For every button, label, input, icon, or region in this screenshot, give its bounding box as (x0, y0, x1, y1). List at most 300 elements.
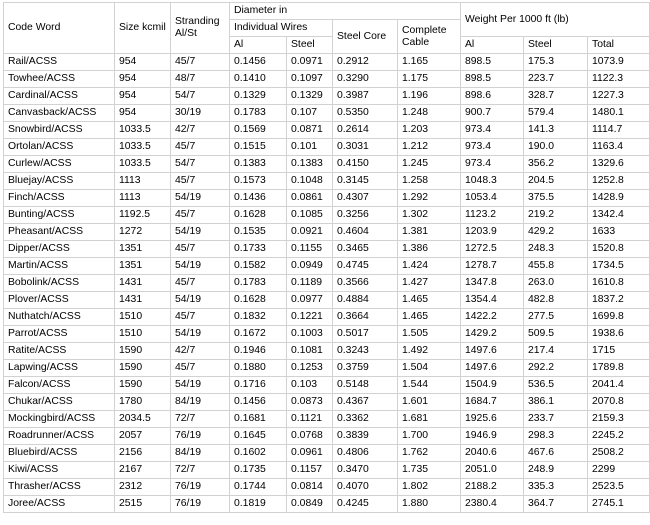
table-row (4, 496, 650, 513)
complete-cable-cell: 1.248 (398, 105, 461, 122)
size-cell: 1033.5 (115, 156, 171, 173)
weight-total-cell: 1520.8 (588, 241, 650, 258)
stranding-cell: 45/7 (171, 173, 230, 190)
weight-total-cell: 1227.3 (588, 88, 650, 105)
diameter-al-cell: 0.1681 (230, 411, 287, 428)
size-cell: 1351 (115, 241, 171, 258)
steel-core-cell: 0.3031 (333, 139, 398, 156)
weight-steel-cell: 364.7 (524, 496, 588, 513)
weight-al-cell: 1497.6 (461, 343, 524, 360)
weight-al-cell: 898.5 (461, 54, 524, 71)
header-diameter-al: Al (230, 37, 287, 54)
complete-cable-cell: 1.681 (398, 411, 461, 428)
complete-cable-cell: 1.601 (398, 394, 461, 411)
weight-total-cell: 2745.1 (588, 496, 650, 513)
steel-core-cell: 0.3290 (333, 71, 398, 88)
weight-steel-cell: 141.3 (524, 122, 588, 139)
diameter-steel-cell: 0.1383 (287, 156, 333, 173)
header-size: Size kcmil (115, 3, 171, 54)
size-cell: 1033.5 (115, 139, 171, 156)
weight-al-cell: 1354.4 (461, 292, 524, 309)
stranding-cell: 76/19 (171, 496, 230, 513)
complete-cable-cell: 1.381 (398, 224, 461, 241)
complete-cable-cell: 1.465 (398, 292, 461, 309)
weight-total-cell: 2299 (588, 462, 650, 479)
weight-al-cell: 973.4 (461, 122, 524, 139)
weight-steel-cell: 375.5 (524, 190, 588, 207)
weight-steel-cell: 292.2 (524, 360, 588, 377)
steel-core-cell: 0.3145 (333, 173, 398, 190)
table-row (4, 326, 650, 343)
size-cell: 1590 (115, 360, 171, 377)
weight-al-cell: 1497.6 (461, 360, 524, 377)
weight-steel-cell: 579.4 (524, 105, 588, 122)
weight-total-cell: 1163.4 (588, 139, 650, 156)
weight-al-cell: 1946.9 (461, 428, 524, 445)
diameter-al-cell: 0.1628 (230, 292, 287, 309)
table-row (4, 88, 650, 105)
stranding-cell: 54/19 (171, 326, 230, 343)
weight-steel-cell: 328.7 (524, 88, 588, 105)
code-word-cell: Lapwing/ACSS (4, 360, 115, 377)
diameter-al-cell: 0.1456 (230, 54, 287, 71)
complete-cable-cell: 1.735 (398, 462, 461, 479)
weight-steel-cell: 248.9 (524, 462, 588, 479)
diameter-steel-cell: 0.1085 (287, 207, 333, 224)
diameter-steel-cell: 0.1253 (287, 360, 333, 377)
code-word-cell: Nuthatch/ACSS (4, 309, 115, 326)
stranding-cell: 45/7 (171, 275, 230, 292)
header-weight-total: Total (588, 37, 650, 54)
stranding-cell: 42/7 (171, 343, 230, 360)
steel-core-cell: 0.4307 (333, 190, 398, 207)
weight-steel-cell: 175.3 (524, 54, 588, 71)
stranding-cell: 54/19 (171, 224, 230, 241)
table-row (4, 292, 650, 309)
code-word-cell: Parrot/ACSS (4, 326, 115, 343)
weight-total-cell: 2523.5 (588, 479, 650, 496)
steel-core-cell: 0.3470 (333, 462, 398, 479)
steel-core-cell: 0.3664 (333, 309, 398, 326)
weight-al-cell: 1048.3 (461, 173, 524, 190)
diameter-al-cell: 0.1569 (230, 122, 287, 139)
code-word-cell: Martin/ACSS (4, 258, 115, 275)
table-row (4, 309, 650, 326)
weight-steel-cell: 204.5 (524, 173, 588, 190)
complete-cable-cell: 1.465 (398, 309, 461, 326)
steel-core-cell: 0.5148 (333, 377, 398, 394)
weight-steel-cell: 482.8 (524, 292, 588, 309)
size-cell: 1113 (115, 190, 171, 207)
size-cell: 1510 (115, 326, 171, 343)
weight-total-cell: 2041.4 (588, 377, 650, 394)
table-row (4, 479, 650, 496)
table-container (3, 2, 650, 513)
weight-total-cell: 1122.3 (588, 71, 650, 88)
diameter-steel-cell: 0.0871 (287, 122, 333, 139)
steel-core-cell: 0.5017 (333, 326, 398, 343)
weight-al-cell: 1504.9 (461, 377, 524, 394)
weight-total-cell: 1734.5 (588, 258, 650, 275)
steel-core-cell: 0.4604 (333, 224, 398, 241)
table-row (4, 428, 650, 445)
weight-total-cell: 2159.3 (588, 411, 650, 428)
steel-core-cell: 0.3243 (333, 343, 398, 360)
size-cell: 1590 (115, 343, 171, 360)
weight-total-cell: 1480.1 (588, 105, 650, 122)
steel-core-cell: 0.4367 (333, 394, 398, 411)
complete-cable-cell: 1.165 (398, 54, 461, 71)
stranding-cell: 76/19 (171, 428, 230, 445)
diameter-steel-cell: 0.0977 (287, 292, 333, 309)
weight-steel-cell: 356.2 (524, 156, 588, 173)
steel-core-cell: 0.3465 (333, 241, 398, 258)
stranding-cell: 72/7 (171, 411, 230, 428)
diameter-al-cell: 0.1672 (230, 326, 287, 343)
stranding-cell: 54/7 (171, 156, 230, 173)
code-word-cell: Curlew/ACSS (4, 156, 115, 173)
complete-cable-cell: 1.505 (398, 326, 461, 343)
code-word-cell: Dipper/ACSS (4, 241, 115, 258)
table-row (4, 445, 650, 462)
diameter-al-cell: 0.1383 (230, 156, 287, 173)
header-complete-cable: Complete Cable (398, 20, 461, 54)
table-row (4, 394, 650, 411)
weight-al-cell: 898.6 (461, 88, 524, 105)
size-cell: 1192.5 (115, 207, 171, 224)
diameter-al-cell: 0.1783 (230, 105, 287, 122)
weight-al-cell: 1123.2 (461, 207, 524, 224)
code-word-cell: Kiwi/ACSS (4, 462, 115, 479)
diameter-steel-cell: 0.103 (287, 377, 333, 394)
size-cell: 1272 (115, 224, 171, 241)
complete-cable-cell: 1.700 (398, 428, 461, 445)
weight-steel-cell: 248.3 (524, 241, 588, 258)
weight-al-cell: 1422.2 (461, 309, 524, 326)
complete-cable-cell: 1.427 (398, 275, 461, 292)
table-header (4, 3, 650, 54)
weight-steel-cell: 335.3 (524, 479, 588, 496)
weight-al-cell: 898.5 (461, 71, 524, 88)
size-cell: 1431 (115, 275, 171, 292)
weight-total-cell: 1428.9 (588, 190, 650, 207)
weight-total-cell: 1633 (588, 224, 650, 241)
table-body (4, 54, 650, 513)
diameter-steel-cell: 0.1097 (287, 71, 333, 88)
stranding-cell: 54/19 (171, 377, 230, 394)
steel-core-cell: 0.4150 (333, 156, 398, 173)
steel-core-cell: 0.3566 (333, 275, 398, 292)
weight-al-cell: 2188.2 (461, 479, 524, 496)
weight-steel-cell: 509.5 (524, 326, 588, 343)
diameter-steel-cell: 0.1155 (287, 241, 333, 258)
complete-cable-cell: 1.386 (398, 241, 461, 258)
complete-cable-cell: 1.504 (398, 360, 461, 377)
table-row (4, 71, 650, 88)
steel-core-cell: 0.4070 (333, 479, 398, 496)
complete-cable-cell: 1.258 (398, 173, 461, 190)
weight-steel-cell: 277.5 (524, 309, 588, 326)
size-cell: 1780 (115, 394, 171, 411)
weight-steel-cell: 429.2 (524, 224, 588, 241)
steel-core-cell: 0.3839 (333, 428, 398, 445)
size-cell: 1590 (115, 377, 171, 394)
code-word-cell: Ratite/ACSS (4, 343, 115, 360)
diameter-steel-cell: 0.0873 (287, 394, 333, 411)
diameter-al-cell: 0.1329 (230, 88, 287, 105)
weight-al-cell: 973.4 (461, 156, 524, 173)
table-row (4, 241, 650, 258)
steel-core-cell: 0.3256 (333, 207, 398, 224)
stranding-cell: 45/7 (171, 360, 230, 377)
complete-cable-cell: 1.880 (398, 496, 461, 513)
weight-al-cell: 1278.7 (461, 258, 524, 275)
size-cell: 1113 (115, 173, 171, 190)
weight-al-cell: 2380.4 (461, 496, 524, 513)
complete-cable-cell: 1.175 (398, 71, 461, 88)
weight-steel-cell: 298.3 (524, 428, 588, 445)
stranding-cell: 54/19 (171, 190, 230, 207)
weight-steel-cell: 455.8 (524, 258, 588, 275)
weight-total-cell: 1938.6 (588, 326, 650, 343)
diameter-steel-cell: 0.1003 (287, 326, 333, 343)
steel-core-cell: 0.3759 (333, 360, 398, 377)
diameter-al-cell: 0.1602 (230, 445, 287, 462)
stranding-cell: 54/19 (171, 258, 230, 275)
header-individual-wires: Individual Wires (230, 20, 333, 37)
code-word-cell: Bobolink/ACSS (4, 275, 115, 292)
table-row (4, 258, 650, 275)
complete-cable-cell: 1.203 (398, 122, 461, 139)
size-cell: 954 (115, 88, 171, 105)
steel-core-cell: 0.4245 (333, 496, 398, 513)
code-word-cell: Joree/ACSS (4, 496, 115, 513)
diameter-steel-cell: 0.0814 (287, 479, 333, 496)
header-diameter-group: Diameter in (230, 3, 461, 20)
weight-al-cell: 1925.6 (461, 411, 524, 428)
stranding-cell: 72/7 (171, 462, 230, 479)
table-row (4, 224, 650, 241)
table-row (4, 105, 650, 122)
complete-cable-cell: 1.245 (398, 156, 461, 173)
stranding-cell: 84/19 (171, 394, 230, 411)
table-row (4, 122, 650, 139)
table-row (4, 360, 650, 377)
weight-steel-cell: 233.7 (524, 411, 588, 428)
weight-steel-cell: 190.0 (524, 139, 588, 156)
complete-cable-cell: 1.544 (398, 377, 461, 394)
code-word-cell: Rail/ACSS (4, 54, 115, 71)
complete-cable-cell: 1.212 (398, 139, 461, 156)
weight-al-cell: 1429.2 (461, 326, 524, 343)
header-weight-al: Al (461, 37, 524, 54)
table-row (4, 207, 650, 224)
diameter-al-cell: 0.1573 (230, 173, 287, 190)
steel-core-cell: 0.2912 (333, 54, 398, 71)
weight-total-cell: 2245.2 (588, 428, 650, 445)
size-cell: 1351 (115, 258, 171, 275)
weight-al-cell: 1347.8 (461, 275, 524, 292)
diameter-steel-cell: 0.1189 (287, 275, 333, 292)
code-word-cell: Bluejay/ACSS (4, 173, 115, 190)
stranding-cell: 76/19 (171, 479, 230, 496)
diameter-al-cell: 0.1515 (230, 139, 287, 156)
code-word-cell: Bluebird/ACSS (4, 445, 115, 462)
stranding-cell: 30/19 (171, 105, 230, 122)
weight-total-cell: 2070.8 (588, 394, 650, 411)
steel-core-cell: 0.3987 (333, 88, 398, 105)
complete-cable-cell: 1.802 (398, 479, 461, 496)
code-word-cell: Canvasback/ACSS (4, 105, 115, 122)
diameter-steel-cell: 0.107 (287, 105, 333, 122)
diameter-al-cell: 0.1819 (230, 496, 287, 513)
diameter-steel-cell: 0.1081 (287, 343, 333, 360)
weight-al-cell: 2040.6 (461, 445, 524, 462)
code-word-cell: Falcon/ACSS (4, 377, 115, 394)
stranding-cell: 45/7 (171, 139, 230, 156)
diameter-al-cell: 0.1735 (230, 462, 287, 479)
diameter-steel-cell: 0.0949 (287, 258, 333, 275)
code-word-cell: Cardinal/ACSS (4, 88, 115, 105)
size-cell: 2167 (115, 462, 171, 479)
acss-conductor-table (3, 2, 650, 513)
header-diameter-steel: Steel (287, 37, 333, 54)
weight-al-cell: 1053.4 (461, 190, 524, 207)
diameter-steel-cell: 0.0961 (287, 445, 333, 462)
weight-steel-cell: 219.2 (524, 207, 588, 224)
table-row (4, 173, 650, 190)
diameter-al-cell: 0.1880 (230, 360, 287, 377)
diameter-steel-cell: 0.1329 (287, 88, 333, 105)
header-steel-core: Steel Core (333, 20, 398, 54)
stranding-cell: 84/19 (171, 445, 230, 462)
table-row (4, 411, 650, 428)
diameter-al-cell: 0.1456 (230, 394, 287, 411)
weight-al-cell: 1684.7 (461, 394, 524, 411)
diameter-al-cell: 0.1832 (230, 309, 287, 326)
weight-steel-cell: 386.1 (524, 394, 588, 411)
weight-al-cell: 900.7 (461, 105, 524, 122)
complete-cable-cell: 1.196 (398, 88, 461, 105)
steel-core-cell: 0.4806 (333, 445, 398, 462)
diameter-al-cell: 0.1783 (230, 275, 287, 292)
header-weight-steel: Steel (524, 37, 588, 54)
stranding-cell: 45/7 (171, 309, 230, 326)
weight-al-cell: 2051.0 (461, 462, 524, 479)
diameter-al-cell: 0.1645 (230, 428, 287, 445)
weight-al-cell: 973.4 (461, 139, 524, 156)
weight-total-cell: 1837.2 (588, 292, 650, 309)
size-cell: 2312 (115, 479, 171, 496)
code-word-cell: Chukar/ACSS (4, 394, 115, 411)
diameter-steel-cell: 0.1048 (287, 173, 333, 190)
stranding-cell: 54/19 (171, 292, 230, 309)
complete-cable-cell: 1.762 (398, 445, 461, 462)
code-word-cell: Thrasher/ACSS (4, 479, 115, 496)
diameter-al-cell: 0.1410 (230, 71, 287, 88)
diameter-steel-cell: 0.0768 (287, 428, 333, 445)
weight-total-cell: 1073.9 (588, 54, 650, 71)
header-stranding: Stranding Al/St (171, 3, 230, 54)
table-row (4, 54, 650, 71)
diameter-steel-cell: 0.0921 (287, 224, 333, 241)
stranding-cell: 45/7 (171, 207, 230, 224)
stranding-cell: 48/7 (171, 71, 230, 88)
code-word-cell: Bunting/ACSS (4, 207, 115, 224)
size-cell: 1510 (115, 309, 171, 326)
steel-core-cell: 0.3362 (333, 411, 398, 428)
diameter-steel-cell: 0.0849 (287, 496, 333, 513)
size-cell: 954 (115, 105, 171, 122)
diameter-al-cell: 0.1535 (230, 224, 287, 241)
diameter-steel-cell: 0.0861 (287, 190, 333, 207)
table-row (4, 156, 650, 173)
weight-total-cell: 1114.7 (588, 122, 650, 139)
size-cell: 2057 (115, 428, 171, 445)
weight-total-cell: 1252.8 (588, 173, 650, 190)
diameter-al-cell: 0.1716 (230, 377, 287, 394)
stranding-cell: 45/7 (171, 241, 230, 258)
weight-al-cell: 1272.5 (461, 241, 524, 258)
diameter-steel-cell: 0.101 (287, 139, 333, 156)
diameter-steel-cell: 0.1121 (287, 411, 333, 428)
complete-cable-cell: 1.302 (398, 207, 461, 224)
diameter-al-cell: 0.1733 (230, 241, 287, 258)
diameter-al-cell: 0.1744 (230, 479, 287, 496)
weight-steel-cell: 536.5 (524, 377, 588, 394)
size-cell: 954 (115, 54, 171, 71)
stranding-cell: 54/7 (171, 88, 230, 105)
code-word-cell: Plover/ACSS (4, 292, 115, 309)
table-row (4, 190, 650, 207)
table-row (4, 462, 650, 479)
steel-core-cell: 0.4745 (333, 258, 398, 275)
weight-total-cell: 2508.2 (588, 445, 650, 462)
table-row (4, 377, 650, 394)
header-code-word: Code Word (4, 3, 115, 54)
steel-core-cell: 0.5350 (333, 105, 398, 122)
diameter-steel-cell: 0.0971 (287, 54, 333, 71)
size-cell: 2515 (115, 496, 171, 513)
code-word-cell: Snowbird/ACSS (4, 122, 115, 139)
weight-total-cell: 1329.6 (588, 156, 650, 173)
size-cell: 2034.5 (115, 411, 171, 428)
diameter-steel-cell: 0.1221 (287, 309, 333, 326)
header-weight-group: Weight Per 1000 ft (lb) (461, 3, 650, 37)
code-word-cell: Finch/ACSS (4, 190, 115, 207)
code-word-cell: Towhee/ACSS (4, 71, 115, 88)
table-row (4, 275, 650, 292)
code-word-cell: Pheasant/ACSS (4, 224, 115, 241)
code-word-cell: Roadrunner/ACSS (4, 428, 115, 445)
size-cell: 954 (115, 71, 171, 88)
weight-total-cell: 1715 (588, 343, 650, 360)
weight-total-cell: 1699.8 (588, 309, 650, 326)
diameter-steel-cell: 0.1157 (287, 462, 333, 479)
weight-steel-cell: 217.4 (524, 343, 588, 360)
size-cell: 2156 (115, 445, 171, 462)
weight-total-cell: 1610.8 (588, 275, 650, 292)
steel-core-cell: 0.4884 (333, 292, 398, 309)
weight-steel-cell: 263.0 (524, 275, 588, 292)
size-cell: 1431 (115, 292, 171, 309)
code-word-cell: Mockingbird/ACSS (4, 411, 115, 428)
table-row (4, 343, 650, 360)
complete-cable-cell: 1.424 (398, 258, 461, 275)
stranding-cell: 42/7 (171, 122, 230, 139)
weight-total-cell: 1342.4 (588, 207, 650, 224)
table-row (4, 139, 650, 156)
